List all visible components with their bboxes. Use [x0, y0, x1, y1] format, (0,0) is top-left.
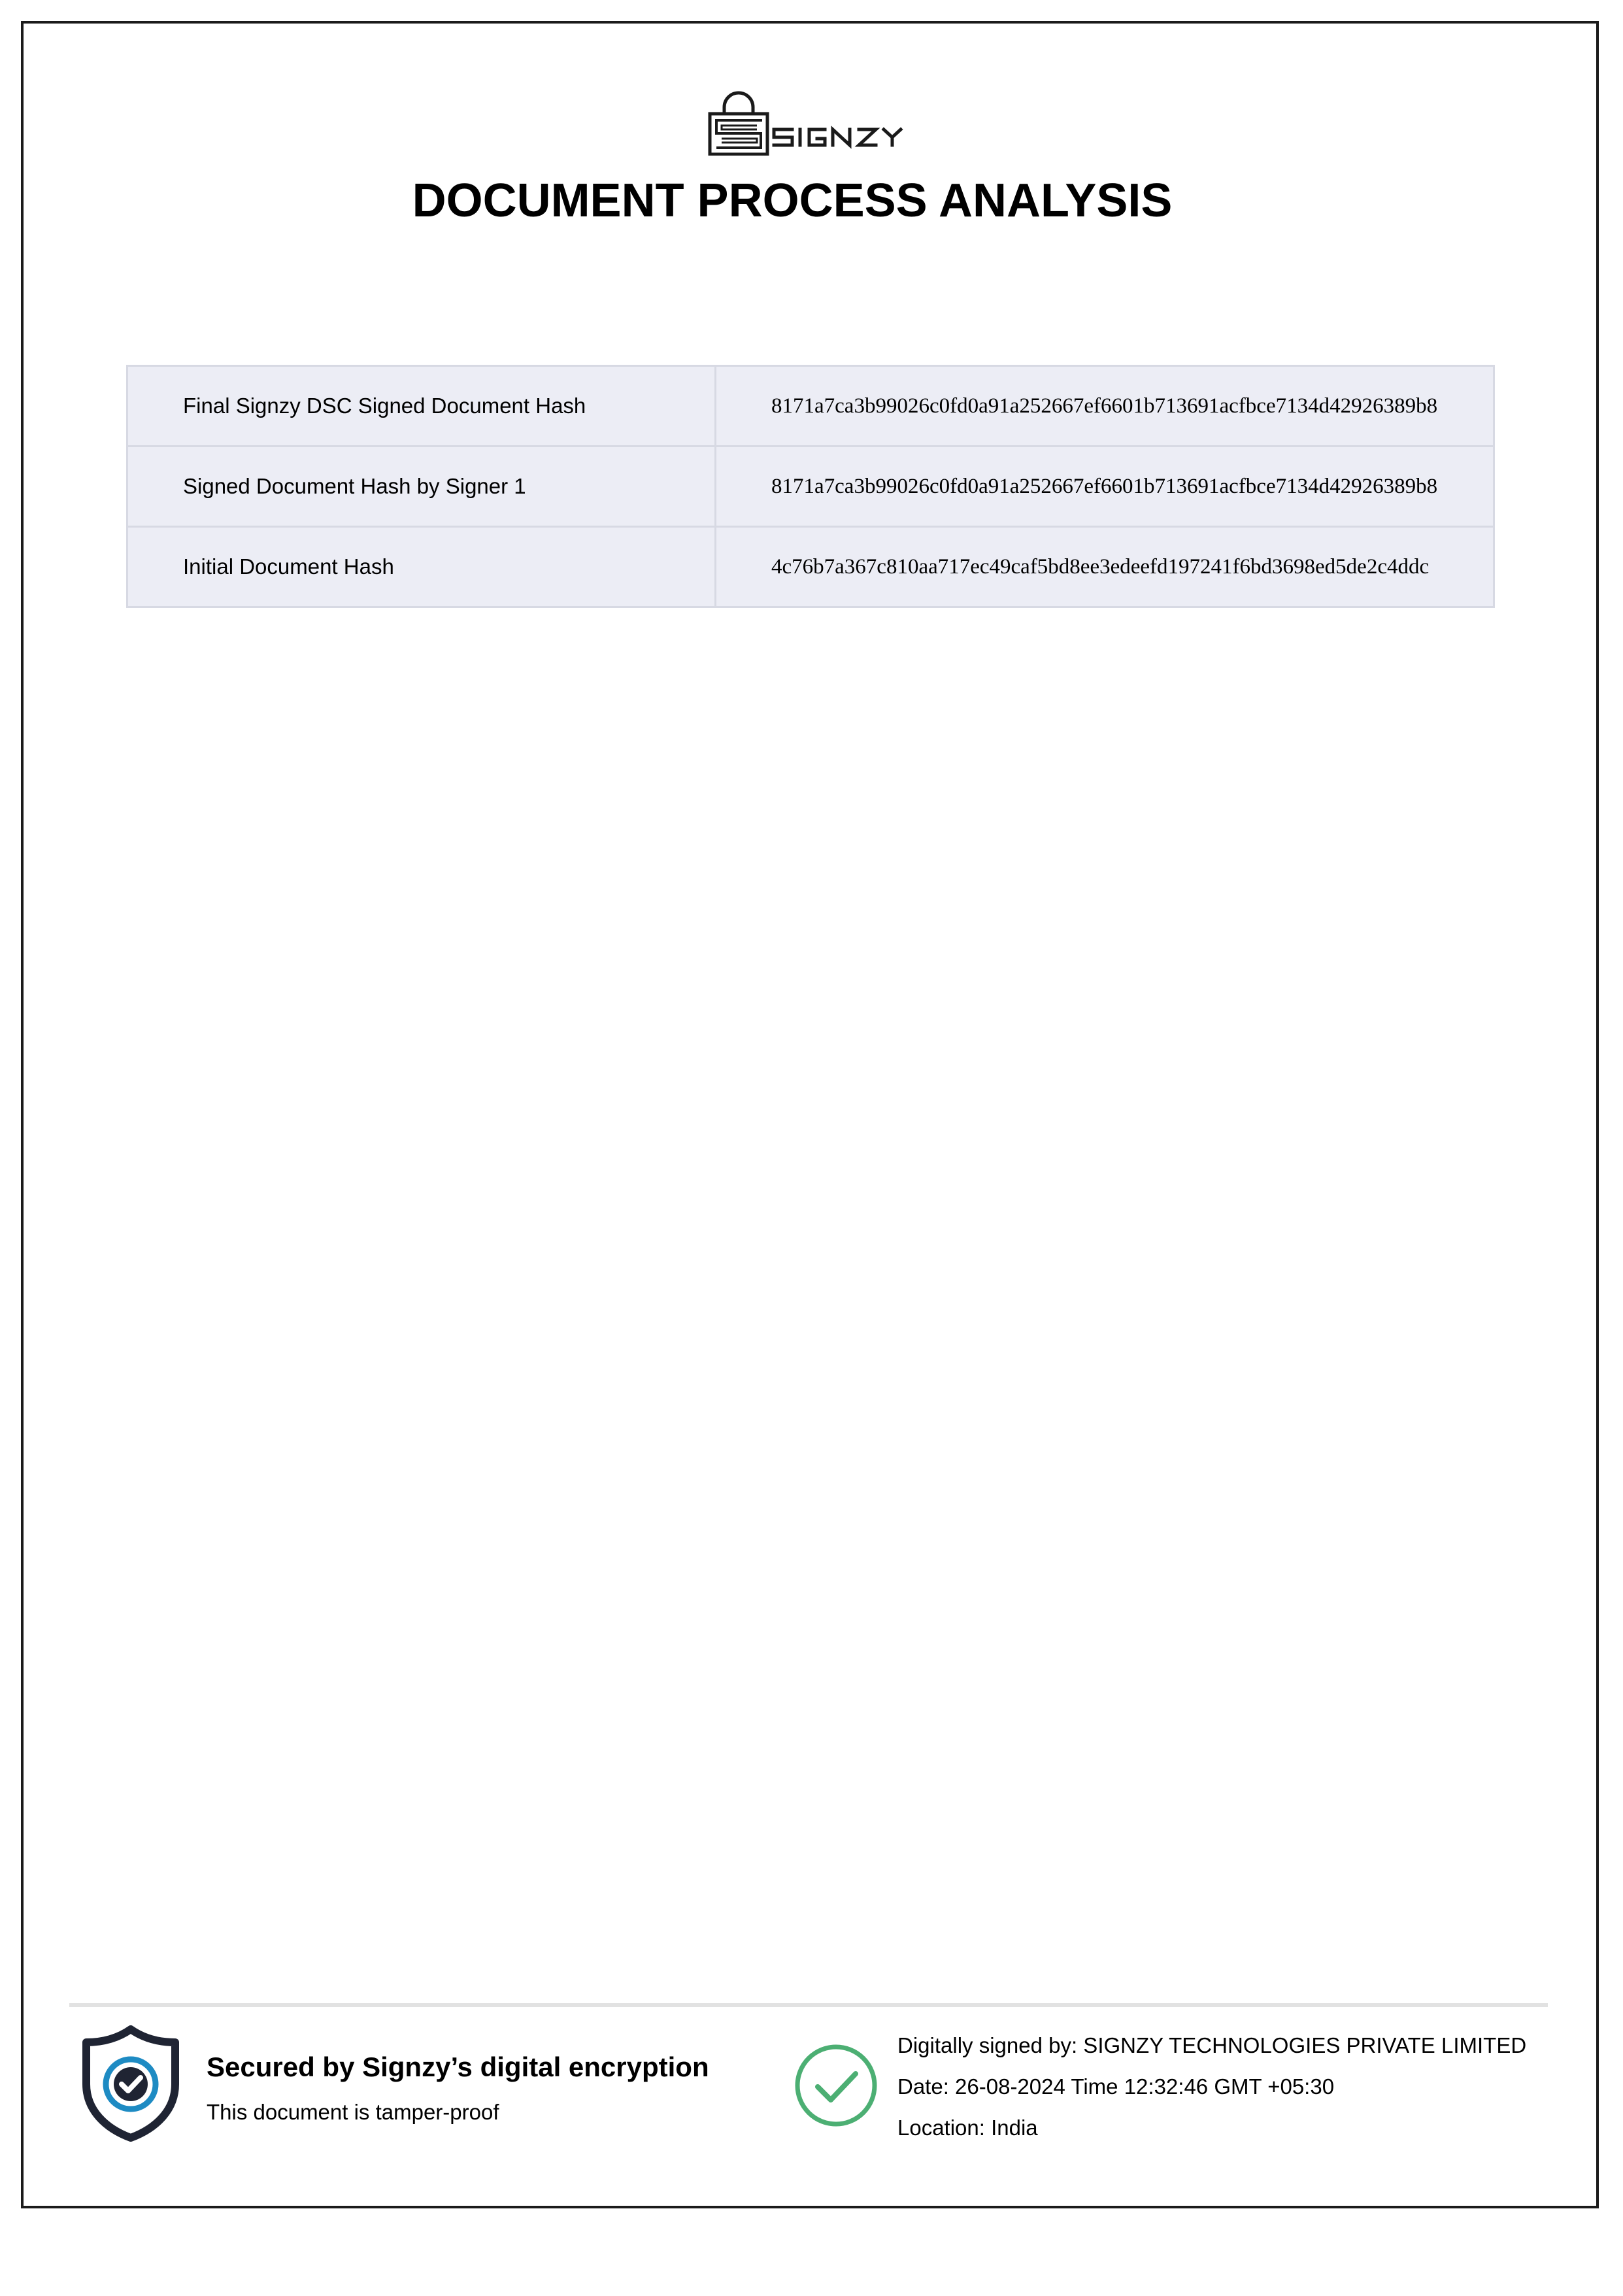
hash-table — [126, 365, 1495, 608]
hash-label: Final Signzy DSC Signed Document Hash — [127, 366, 716, 447]
signzy-logo — [705, 90, 920, 156]
shield-check-icon — [80, 2024, 182, 2142]
table-row — [127, 447, 1494, 527]
check-circle-icon — [793, 2042, 879, 2129]
footer-divider — [69, 2003, 1548, 2007]
page-border — [21, 21, 1599, 2208]
secured-title: Secured by Signzy’s digital encryption — [207, 2051, 709, 2082]
page-title: DOCUMENT PROCESS ANALYSIS — [412, 175, 1173, 227]
signed-by-text: Digitally signed by: SIGNZY TECHNOLOGIES PRIVATE LIMITED — [897, 2033, 1527, 2057]
table-row — [127, 366, 1494, 447]
document-title-wrap — [0, 171, 1584, 230]
table-row — [127, 527, 1494, 607]
secured-subtitle: This document is tamper-proof — [207, 2100, 499, 2124]
signature-location-text: Location: India — [897, 2116, 1038, 2140]
hash-label: Initial Document Hash — [127, 527, 716, 607]
signature-date-text: Date: 26-08-2024 Time 12:32:46 GMT +05:30 — [897, 2074, 1335, 2099]
hash-value: 4c76b7a367c810aa717ec49caf5bd8ee3edeefd197241f6bd3698ed5de2c4ddc — [716, 527, 1494, 607]
hash-label: Signed Document Hash by Signer 1 — [127, 447, 716, 527]
hash-value: 8171a7ca3b99026c0fd0a91a252667ef6601b713691acfbce7134d42926389b8 — [716, 447, 1494, 527]
hash-value: 8171a7ca3b99026c0fd0a91a252667ef6601b713691acfbce7134d42926389b8 — [716, 366, 1494, 447]
